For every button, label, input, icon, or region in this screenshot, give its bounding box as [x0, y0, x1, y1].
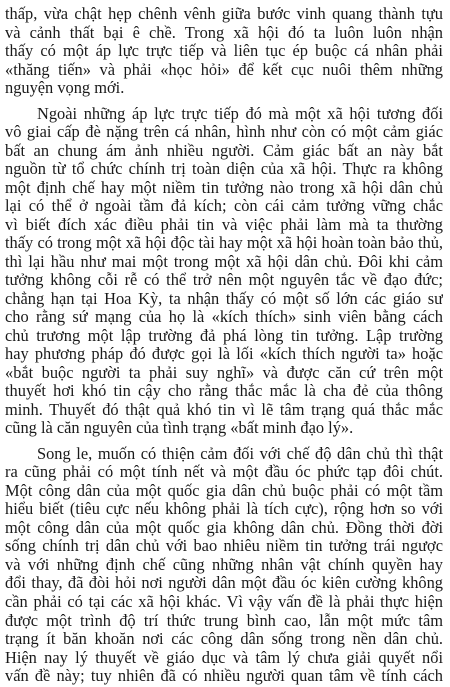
text-line: cho rằng sứ mạng của họ là «kích thích» sinh viên bằng cách [5, 307, 443, 327]
text-line: minh. Thuyết đó thật quả khó tin vì lẽ tâm trạng quá thắc mắc [5, 399, 443, 419]
text-line: hiểu biết (tiêu cực nếu không phải là tích cực), rộng hơn so với [5, 499, 443, 519]
text-line: một định chế hay một niềm tin tưởng nào trong xã hội dân chủ [5, 177, 443, 197]
text-line: «bắt buộc người ta phải suy nghĩ» và được căn cứ trên một [5, 362, 443, 382]
text-line: trạng ít băn khoăn nơi các công dân sống trong nền dân chủ. [5, 629, 443, 648]
text-line: vì biết đích xác điều phải tin và việc phải làm mà ta thường [5, 214, 443, 234]
text-line: «thăng tiến» và phải «học hỏi» để kết cục nuôi thêm những [5, 59, 443, 79]
text-line: cũng là căn nguyên của tình trạng «bất minh đạo lý». [5, 418, 354, 438]
text-line: nguyện vọng mới. [5, 78, 125, 98]
text-line: Ngoài những áp lực trực tiếp đó mà một xã hội tương đối [37, 103, 443, 123]
text-line: chủ trương một lập trường đả phá lòng tin tưởng. Lập trường [5, 325, 443, 345]
text-line: vô giai cấp đè nặng trên cá nhân, hình như còn có một cảm giác [5, 122, 443, 142]
text-line: hay phương pháp đó được gọi là lối «kích thích người ta» hoặc [5, 344, 443, 364]
text-line: thì lại hầu như mai một trong một xã hội dân chủ. Đôi khi cảm [5, 251, 443, 271]
text-line: thấy có trong một xã hội độc tài hay một xã hội hoàn toàn bảo thủ, [5, 233, 443, 253]
text-line: lại có thể ở ngoài tầm đả kích; còn cái cảm tưởng vững chắc [5, 196, 443, 216]
text-line: cần phải có tại các xã hội khác. Vì vậy vấn đề là phải thực hiện [5, 591, 443, 611]
text-line: Hiện nay lý thuyết về giáo dục và tâm lý chưa giải quyết nổi [5, 647, 443, 667]
text-line: thấp, vừa chật hẹp chênh vênh giữa bước vinh quang thành tựu [5, 4, 443, 23]
text-line: sống chính trị dân chủ với bao nhiêu niềm tin tưởng trái ngược [5, 536, 443, 556]
text-line: thuyết hơi khó tin cậy cho rằng thắc mắc là cha đẻ của thông [5, 381, 443, 401]
text-line: bất an chung ám ảnh nhiều người. Cảm giác bất an này bắt [5, 140, 443, 160]
text-line: Song le, muốn có thiện cảm đối với chế độ dân chủ thì thật [37, 443, 443, 463]
text-line: Một công dân của một quốc gia dân chủ buộc phải có một tầm [5, 480, 443, 500]
text-line: nguồn từ tổ chức chính trị toàn diện của xã hội. Thực ra không [5, 159, 443, 179]
text-line: vấn đề này; tuy nhiên đã có nhiều người quan tâm về tính cách [5, 666, 443, 685]
text-line: đổi thay, đã đòi hỏi nơi người dân một đầu óc kiên cường không [5, 573, 443, 593]
text-line: một công dân của một quốc gia không dân chủ. Đồng thời đời [5, 517, 443, 537]
text-line: chẳng hạn tại Hoa Kỳ, ta nhận thấy có một số lớn các giáo sư [5, 288, 443, 308]
text-line: thấy có một áp lực trực tiếp và liên tục ép buộc cá nhân phải [5, 41, 443, 60]
text-line: ra cũng phải có một tính nết và một đầu óc phức tạp đôi chút. [5, 462, 443, 482]
text-line: và cảnh thất bại ê chề. Trong xã hội đó ta luôn luôn nhận [5, 22, 443, 42]
text-line: và với những định chế cũng những nhân vật chính quyền hay [5, 554, 443, 574]
text-line: tưởng không cỗi rễ có thể trở nên một nguyên tắc về đạo đức; [5, 270, 443, 290]
text-line: được một trình độ trí thức trung bình cao, lẫn một mức tâm [5, 610, 443, 630]
